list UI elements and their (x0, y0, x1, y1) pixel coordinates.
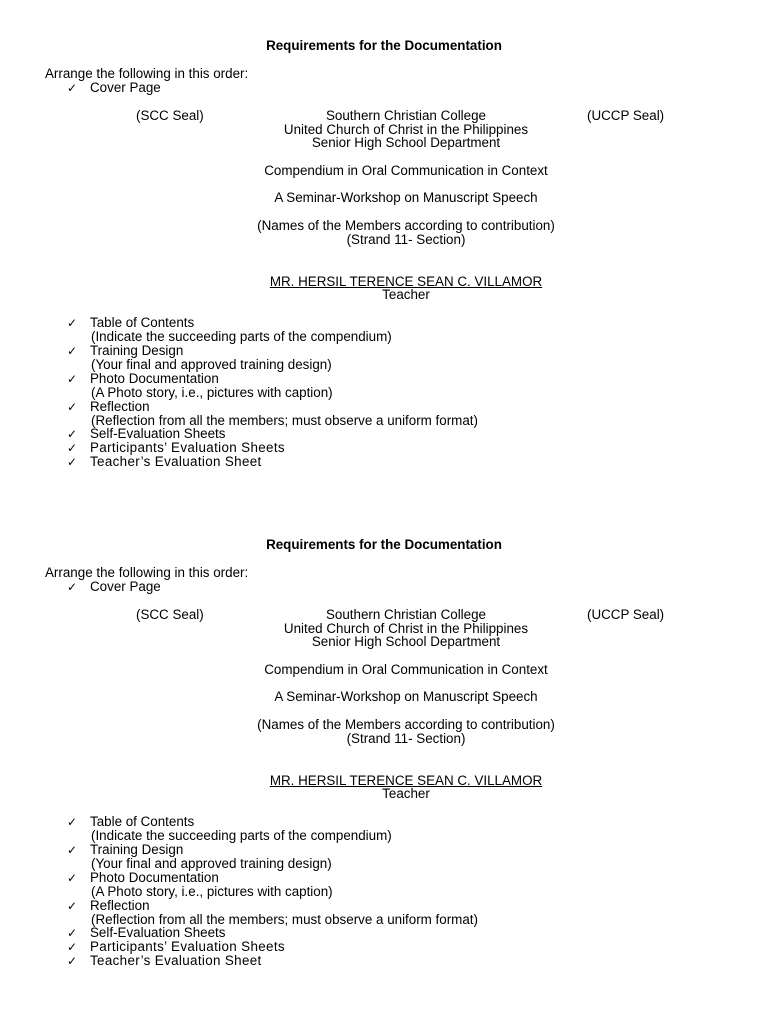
list-item-note: (Your final and approved training design) (91, 357, 332, 372)
list-item-label: Photo Documentation (90, 870, 219, 885)
checkmark-icon: ✓ (67, 926, 78, 940)
church-name: United Church of Christ in the Philippines (283, 122, 529, 137)
list-item (67, 926, 225, 940)
members-line: (Names of the Members according to contribution) (257, 717, 555, 732)
checkmark-icon: ✓ (67, 954, 78, 968)
teacher-name-text: MR. HERSIL TERENCE SEAN C. VILLAMOR (269, 773, 543, 788)
scc-seal-placeholder: (SCC Seal) (136, 108, 204, 123)
list-item-note: (A Photo story, i.e., pictures with caption) (91, 385, 333, 400)
list-item-label: Teacher’s Evaluation Sheet (90, 454, 262, 469)
list-item-cover-page (67, 81, 161, 95)
checkmark-icon: ✓ (67, 843, 78, 857)
intro-text: Arrange the following in this order: (45, 66, 249, 81)
checkmark-icon: ✓ (67, 871, 78, 885)
checkmark-icon: ✓ (67, 580, 78, 594)
section-title: Requirements for the Documentation (266, 537, 502, 552)
list-item-cover-page (67, 580, 161, 594)
checkmark-icon: ✓ (67, 815, 78, 829)
list-item-label: Training Design (90, 343, 184, 358)
list-item-label: Photo Documentation (90, 371, 219, 386)
requirements-section-2 (0, 499, 768, 979)
section-title: Requirements for the Documentation (266, 38, 502, 53)
checkmark-icon: ✓ (67, 427, 78, 441)
checkmark-icon: ✓ (67, 81, 78, 95)
checkmark-icon: ✓ (67, 940, 78, 954)
uccp-seal-placeholder: (UCCP Seal) (587, 607, 665, 622)
list-item (67, 372, 219, 386)
list-item (67, 455, 262, 469)
list-item (67, 871, 219, 885)
list-item-note: (Indicate the succeeding parts of the compendium) (91, 329, 392, 344)
school-name: Southern Christian College (325, 108, 487, 123)
school-name: Southern Christian College (325, 607, 487, 622)
list-item (67, 815, 194, 829)
list-item-label: Cover Page (90, 579, 161, 594)
list-item-label: Self-Evaluation Sheets (90, 925, 226, 940)
checkmark-icon: ✓ (67, 372, 78, 386)
list-item-label: Participants’ Evaluation Sheets (90, 939, 285, 954)
list-item-note: (Indicate the succeeding parts of the compendium) (91, 828, 392, 843)
members-line: (Names of the Members according to contribution) (257, 218, 555, 233)
list-item-note: (Reflection from all the members; must observe a uniform format) (91, 413, 478, 428)
list-item-label: Table of Contents (90, 814, 195, 829)
teacher-role: Teacher (382, 287, 430, 302)
list-item-note: (A Photo story, i.e., pictures with caption) (91, 884, 333, 899)
checkmark-icon: ✓ (67, 441, 78, 455)
compendium-title: Compendium in Oral Communication in Context (264, 662, 548, 677)
scc-seal-placeholder: (SCC Seal) (136, 607, 204, 622)
list-item-note: (Reflection from all the members; must observe a uniform format) (91, 912, 478, 927)
seminar-title: A Seminar-Workshop on Manuscript Speech (274, 689, 538, 704)
list-item-label: Reflection (90, 898, 150, 913)
list-item-label: Cover Page (90, 80, 161, 95)
checkmark-icon: ✓ (67, 899, 78, 913)
teacher-role: Teacher (382, 786, 430, 801)
list-item-label: Table of Contents (90, 315, 195, 330)
list-item-label: Participants’ Evaluation Sheets (90, 440, 285, 455)
list-item (67, 441, 285, 455)
checkmark-icon: ✓ (67, 455, 78, 469)
teacher-name-text: MR. HERSIL TERENCE SEAN C. VILLAMOR (269, 274, 543, 289)
list-item-note: (Your final and approved training design) (91, 856, 332, 871)
list-item (67, 427, 225, 441)
list-item (67, 344, 183, 358)
checkmark-icon: ✓ (67, 400, 78, 414)
intro-text: Arrange the following in this order: (45, 565, 249, 580)
list-item (67, 940, 285, 954)
checkmark-icon: ✓ (67, 344, 78, 358)
compendium-title: Compendium in Oral Communication in Context (264, 163, 548, 178)
church-name: United Church of Christ in the Philippines (283, 621, 529, 636)
list-item (67, 954, 262, 968)
list-item (67, 400, 150, 414)
uccp-seal-placeholder: (UCCP Seal) (587, 108, 665, 123)
department-name: Senior High School Department (311, 634, 501, 649)
department-name: Senior High School Department (311, 135, 501, 150)
list-item (67, 843, 183, 857)
list-item-label: Self-Evaluation Sheets (90, 426, 226, 441)
strand-line: (Strand 11- Section) (346, 232, 466, 247)
requirements-section-1 (0, 0, 768, 480)
seminar-title: A Seminar-Workshop on Manuscript Speech (274, 190, 538, 205)
strand-line: (Strand 11- Section) (346, 731, 466, 746)
list-item (67, 899, 150, 913)
list-item-label: Training Design (90, 842, 184, 857)
list-item-label: Reflection (90, 399, 150, 414)
list-item (67, 316, 194, 330)
checkmark-icon: ✓ (67, 316, 78, 330)
list-item-label: Teacher’s Evaluation Sheet (90, 953, 262, 968)
